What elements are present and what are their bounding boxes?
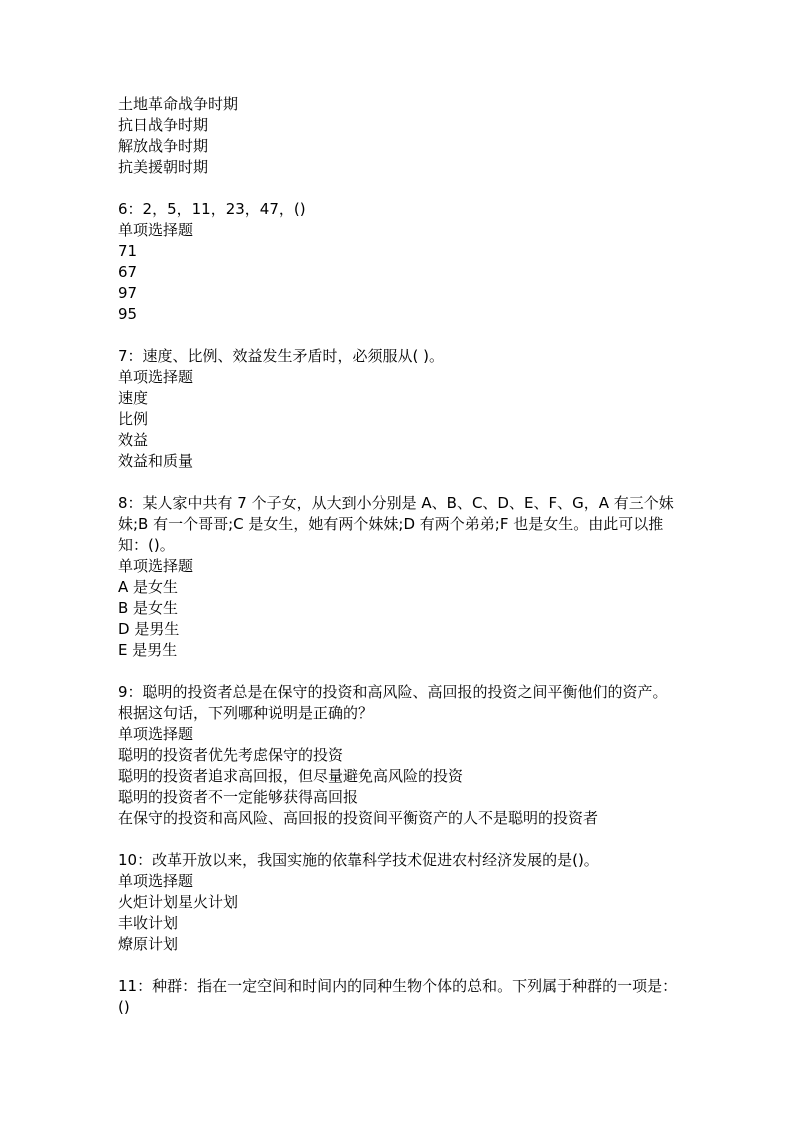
option: 解放战争时期 (118, 137, 209, 155)
option: 抗美援朝时期 (118, 158, 209, 176)
option: 聪明的投资者不一定能够获得高回报 (118, 788, 359, 806)
question-6 (118, 199, 680, 325)
option: 聪明的投资者追求高回报，但尽量避免高风险的投资 (118, 767, 464, 785)
option: 燎原计划 (118, 935, 179, 953)
option: 95 (118, 305, 138, 323)
question-type: 单项选择题 (118, 368, 194, 386)
option: A 是女生 (118, 578, 179, 596)
option: 97 (118, 284, 138, 302)
option: 聪明的投资者优先考虑保守的投资 (118, 746, 344, 764)
option: 71 (118, 242, 138, 260)
option: B 是女生 (118, 599, 179, 617)
question-7 (118, 346, 680, 472)
option: 速度 (118, 389, 149, 407)
question-stem: 8：某人家中共有 7 个子女，从大到小分别是 A、B、C、D、E、F、G，A 有三个妹妹;B 有一个哥哥;C 是女生，她有两个妹妹;D 有两个弟弟;F 也是女生。由此可以推知：()。 (118, 494, 674, 554)
option: 在保守的投资和高风险、高回报的投资间平衡资产的人不是聪明的投资者 (118, 809, 599, 827)
question-stem: 7：速度、比例、效益发生矛盾时，必须服从( )。 (118, 347, 445, 365)
question-10 (118, 850, 680, 955)
question-8 (118, 493, 680, 661)
document-page (118, 94, 680, 1018)
option: 比例 (118, 410, 149, 428)
previous-question-options (118, 94, 680, 178)
question-stem: 11：种群：指在一定空间和时间内的同种生物个体的总和。下列属于种群的一项是：() (118, 977, 678, 1016)
question-stem: 10：改革开放以来，我国实施的依靠科学技术促进农村经济发展的是()。 (118, 851, 599, 869)
option: 丰收计划 (118, 914, 179, 932)
option: 67 (118, 263, 138, 281)
option: 效益 (118, 431, 149, 449)
option: 抗日战争时期 (118, 116, 209, 134)
question-9 (118, 682, 680, 829)
question-11 (118, 976, 680, 1018)
option: 效益和质量 (118, 452, 194, 470)
option: E 是男生 (118, 641, 178, 659)
option: 土地革命战争时期 (118, 95, 239, 113)
question-stem: 6：2，5，11，23，47，() (118, 200, 306, 218)
question-type: 单项选择题 (118, 872, 194, 890)
question-type: 单项选择题 (118, 221, 194, 239)
question-type: 单项选择题 (118, 557, 194, 575)
question-type: 单项选择题 (118, 725, 194, 743)
question-stem: 9：聪明的投资者总是在保守的投资和高风险、高回报的投资之间平衡他们的资产。根据这句话，下列哪种说明是正确的？ (118, 683, 668, 722)
option: D 是男生 (118, 620, 180, 638)
option: 火炬计划星火计划 (118, 893, 239, 911)
